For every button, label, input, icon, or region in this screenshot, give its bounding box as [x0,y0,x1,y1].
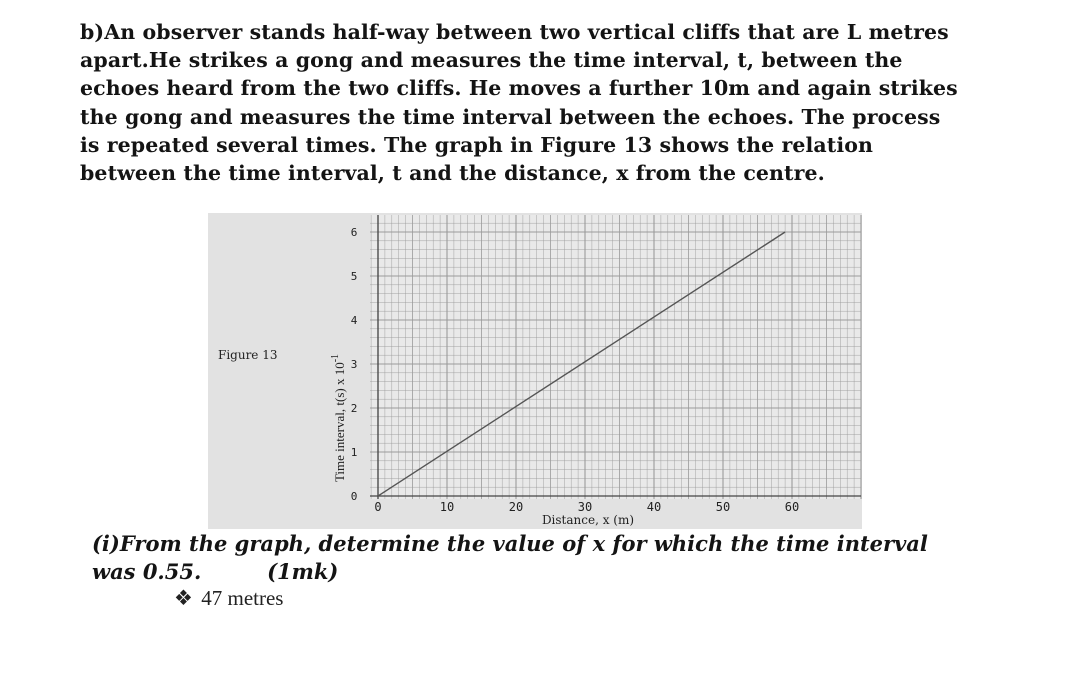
question-text [80,18,1070,187]
answer [174,586,283,611]
question-line-3: echoes heard from the two cliffs. He moves a further 10m and again strikes [80,76,958,101]
y-axis-label: Time interval, t(s) x 10 [332,362,347,483]
figure-caption: Figure 13 [218,348,278,362]
y-tick-label: 6 [350,226,358,239]
x-axis-label: Distance, x (m) [541,513,635,527]
y-tick-label: 0 [350,490,358,503]
sub-question-line-2 [92,558,1072,586]
chart-grid [370,215,861,499]
x-tick-label: 20 [508,500,524,514]
x-tick-label: 10 [439,500,455,514]
y-axis-label-group [330,354,347,482]
marks-label: (1mk) [267,559,339,584]
answer-text: 47 metres [201,586,284,610]
plot-area [370,215,861,499]
x-tick-label: 50 [715,500,731,514]
question-line-1: b)An observer stands half-way between two vertical cliffs that are L metres [80,20,949,44]
x-tick-label: 60 [784,500,800,514]
figure-13-panel [208,213,862,529]
y-tick-label: 4 [350,314,358,327]
x-tick-label: 0 [374,500,382,514]
y-tick-label: 3 [350,358,358,371]
sub-question [92,530,1072,586]
y-tick-label: 5 [350,270,358,283]
diamond-bullet-icon: ❖ [174,586,193,610]
y-tick-label: 2 [350,402,358,415]
x-tick-label: 30 [577,500,593,514]
x-tick-label: 40 [646,500,662,514]
question-line-6: between the time interval, t and the distance, x from the centre. [80,161,825,186]
y-axis-label-exponent: -1 [330,353,341,363]
question-line-2: apart.He strikes a gong and measures the time interval, t, between the [80,48,903,73]
question-line-4: the gong and measures the time interval between the echoes. The process [80,104,941,129]
sub-question-value: was 0.55. [92,559,202,584]
question-line-5: is repeated several times. The graph in Figure 13 shows the relation [80,132,874,157]
svg-text:Time interval, t(s) x 10-1 [330,354,347,482]
sub-question-line-1: (i)From the graph, determine the value of x for which the time interval [92,531,928,556]
y-tick-label: 1 [350,446,358,459]
distance-time-chart [208,213,862,529]
